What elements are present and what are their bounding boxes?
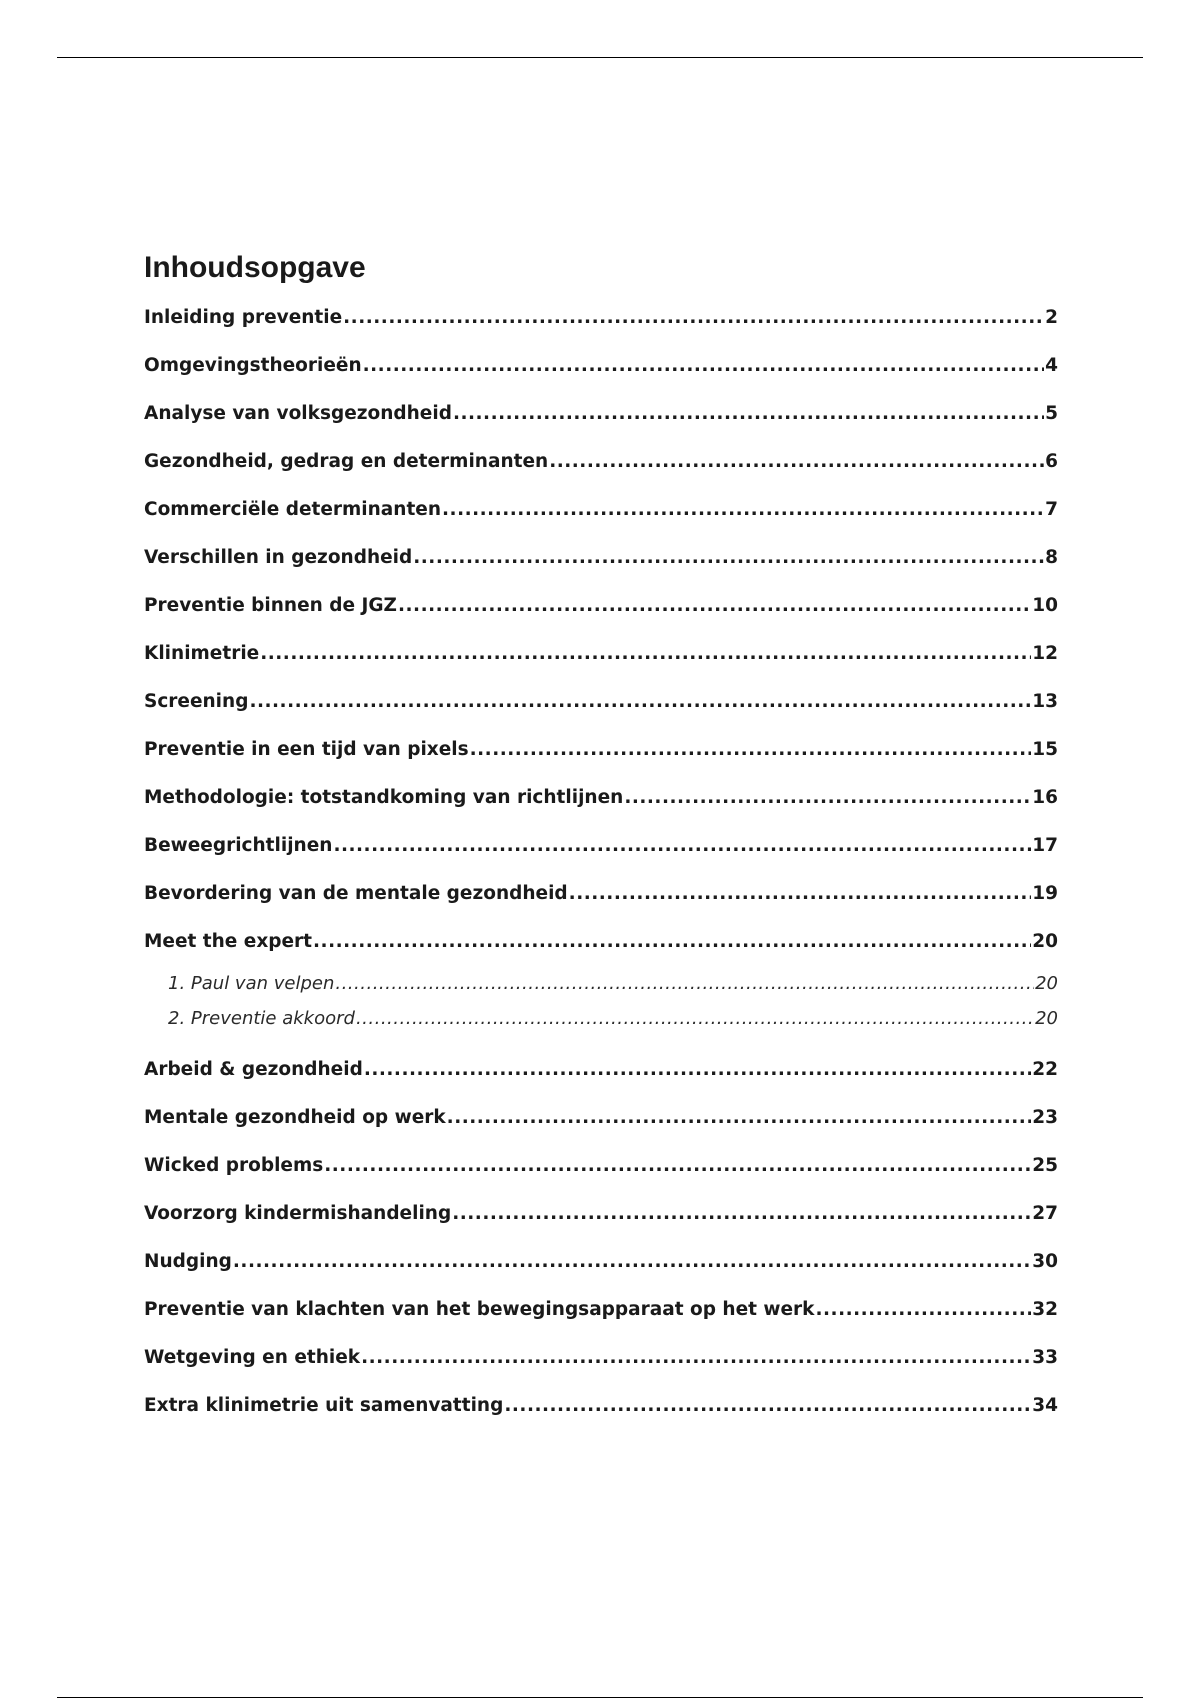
- toc-entry-label: Beweegrichtlijnen: [144, 835, 333, 856]
- toc-entry[interactable]: [144, 822, 1058, 870]
- toc-leader: [233, 1238, 1031, 1286]
- toc-entry-page: 30: [1032, 1251, 1058, 1272]
- toc-subentry-label: 1. Paul van velpen: [168, 973, 335, 994]
- toc-subentry[interactable]: [144, 1001, 1058, 1036]
- toc-entry[interactable]: [144, 1334, 1058, 1382]
- toc-entry[interactable]: [144, 870, 1058, 918]
- toc-entry-page: 5: [1045, 403, 1058, 424]
- toc-entry-page: 4: [1045, 355, 1058, 376]
- toc-entry-page: 17: [1032, 835, 1058, 856]
- toc-entry[interactable]: [144, 918, 1058, 966]
- toc-leader: [452, 1190, 1031, 1238]
- toc-entry-label: Screening: [144, 691, 249, 712]
- toc-leader: [361, 1334, 1031, 1382]
- toc-entry[interactable]: [144, 342, 1058, 390]
- toc-entry-page: 33: [1032, 1347, 1058, 1368]
- toc-entry-page: 22: [1032, 1059, 1058, 1080]
- toc-entry-page: 10: [1032, 595, 1058, 616]
- toc-entry-page: 7: [1045, 499, 1058, 520]
- toc-leader: [313, 918, 1031, 966]
- toc-entry-page: 20: [1032, 931, 1058, 952]
- toc-subentry[interactable]: [144, 966, 1058, 1001]
- toc-leader: [364, 1046, 1031, 1094]
- toc-entry[interactable]: [144, 390, 1058, 438]
- toc-entry[interactable]: [144, 678, 1058, 726]
- toc-entry[interactable]: [144, 1238, 1058, 1286]
- toc-entry-page: 27: [1032, 1203, 1058, 1224]
- toc-entry-page: 19: [1032, 883, 1058, 904]
- toc-entry[interactable]: [144, 1094, 1058, 1142]
- toc-entry-page: 25: [1032, 1155, 1058, 1176]
- toc-entry-label: Commerciële determinanten: [144, 499, 442, 520]
- toc-entry[interactable]: [144, 774, 1058, 822]
- toc-leader: [815, 1286, 1031, 1334]
- toc-entry-label: Preventie van klachten van het bewegingsapparaat op het werk: [144, 1299, 815, 1320]
- toc-entry-page: 2: [1045, 307, 1058, 328]
- toc-entry-label: Wicked problems: [144, 1155, 324, 1176]
- toc-entry-page: 13: [1032, 691, 1058, 712]
- toc-leader: [324, 1142, 1031, 1190]
- toc-entry-label: Analyse van volksgezondheid: [144, 403, 452, 424]
- toc-entry-label: Mentale gezondheid op werk: [144, 1107, 446, 1128]
- toc-entry[interactable]: [144, 534, 1058, 582]
- toc-leader: [260, 630, 1031, 678]
- toc-entry-label: Gezondheid, gedrag en determinanten: [144, 451, 549, 472]
- toc-leader: [453, 390, 1044, 438]
- toc-leader: [413, 534, 1044, 582]
- toc-title: Inhoudsopgave: [144, 251, 366, 284]
- toc-leader: [447, 1094, 1032, 1142]
- toc-entry-label: Preventie binnen de JGZ: [144, 595, 397, 616]
- toc-entry-page: 23: [1032, 1107, 1058, 1128]
- toc-leader: [624, 774, 1031, 822]
- toc-entry[interactable]: [144, 486, 1058, 534]
- toc-leader: [569, 870, 1032, 918]
- toc-entry-label: Voorzorg kindermishandeling: [144, 1203, 452, 1224]
- toc-leader: [504, 1382, 1031, 1430]
- header-rule: [57, 57, 1143, 58]
- toc-subentry-page: 20: [1035, 1008, 1058, 1029]
- toc-entry[interactable]: [144, 1190, 1058, 1238]
- toc-list: [144, 294, 1058, 1430]
- table-of-contents: [144, 250, 1058, 1430]
- toc-entry[interactable]: [144, 438, 1058, 486]
- toc-entry[interactable]: [144, 1142, 1058, 1190]
- toc-entry-page: 32: [1032, 1299, 1058, 1320]
- toc-entry-page: 6: [1045, 451, 1058, 472]
- toc-entry-label: Omgevingstheorieën: [144, 355, 362, 376]
- toc-subentry-label: 2. Preventie akkoord: [168, 1008, 355, 1029]
- toc-leader: [249, 678, 1031, 726]
- toc-entry-label: Verschillen in gezondheid: [144, 547, 413, 568]
- toc-entry[interactable]: [144, 1286, 1058, 1334]
- toc-entry-page: 15: [1032, 739, 1058, 760]
- toc-entry-label: Methodologie: totstandkoming van richtlijnen: [144, 787, 624, 808]
- toc-entry[interactable]: [144, 630, 1058, 678]
- toc-entry-label: Preventie in een tijd van pixels: [144, 739, 469, 760]
- toc-entry-page: 8: [1045, 547, 1058, 568]
- toc-entry-label: Bevordering van de mentale gezondheid: [144, 883, 568, 904]
- toc-entry-label: Extra klinimetrie uit samenvatting: [144, 1395, 504, 1416]
- toc-entry[interactable]: [144, 582, 1058, 630]
- toc-entry[interactable]: [144, 1046, 1058, 1094]
- toc-entry[interactable]: [144, 726, 1058, 774]
- toc-entry-page: 16: [1032, 787, 1058, 808]
- toc-leader: [442, 486, 1044, 534]
- toc-leader: [335, 966, 1034, 1001]
- toc-entry[interactable]: [144, 294, 1058, 342]
- toc-entry-label: Inleiding preventie: [144, 307, 343, 328]
- toc-entry-label: Klinimetrie: [144, 643, 260, 664]
- toc-entry-page: 12: [1032, 643, 1058, 664]
- toc-entry-label: Nudging: [144, 1251, 232, 1272]
- toc-entry-label: Arbeid & gezondheid: [144, 1059, 363, 1080]
- toc-entry-label: Wetgeving en ethiek: [144, 1347, 361, 1368]
- toc-entry-label: Meet the expert: [144, 931, 313, 952]
- toc-entry-page: 34: [1032, 1395, 1058, 1416]
- toc-leader: [343, 294, 1044, 342]
- footer-rule: [57, 1697, 1143, 1698]
- toc-leader: [398, 582, 1031, 630]
- toc-leader: [333, 822, 1031, 870]
- toc-leader: [363, 342, 1045, 390]
- toc-subentry-page: 20: [1035, 973, 1058, 994]
- toc-entry[interactable]: [144, 1382, 1058, 1430]
- toc-leader: [356, 1001, 1034, 1036]
- toc-leader: [549, 438, 1044, 486]
- toc-leader: [470, 726, 1032, 774]
